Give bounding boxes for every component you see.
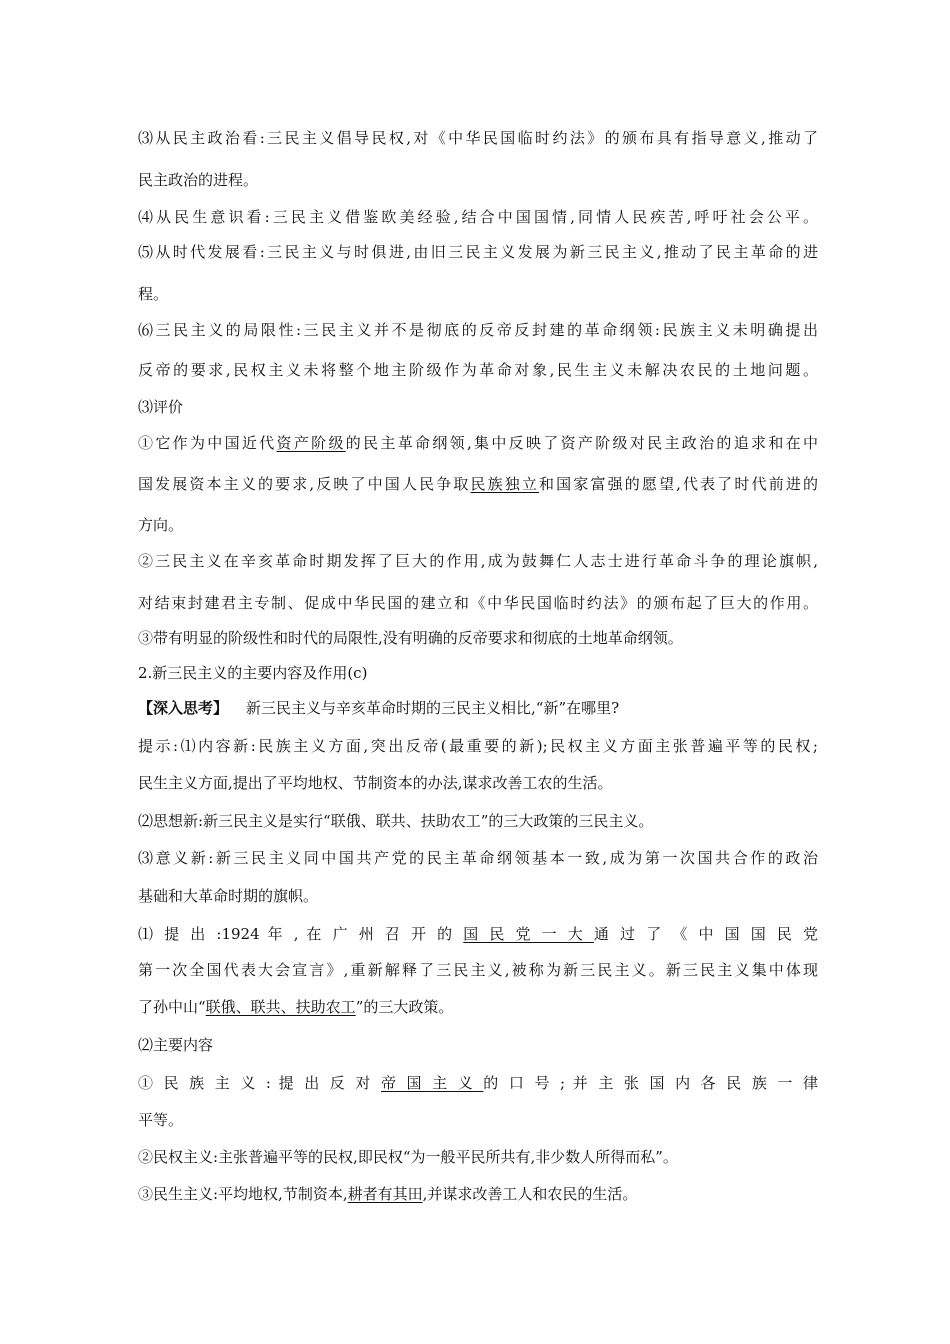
- underlined-term: 耕者有其田: [347, 1185, 423, 1203]
- underlined-term: 国 民 党 一 大: [463, 925, 594, 943]
- text-line: 民生主义方面,提出了平均地权、节制资本的办法,谋求改善工农的生活。: [138, 774, 613, 792]
- text-line: ①它作为中国近代资产阶级的民主革命纲领,集中反映了资产阶级对民主政治的追求和在中: [138, 434, 818, 452]
- text-line: ⑶从民主政治看:三民主义倡导民权,对《中华民国临时约法》的颁布具有指导意义,推动了: [138, 129, 818, 147]
- text-line: 反帝的要求,民权主义未将整个地主阶级作为革命对象,民生主义未解决农民的土地问题。: [138, 361, 818, 379]
- text-line: ⑸从时代发展看:三民主义与时俱进,由旧三民主义发展为新三民主义,推动了民主革命的进: [138, 243, 818, 261]
- section-heading: 2.新三民主义的主要内容及作用(c): [138, 664, 368, 682]
- text-line: 民主政治的进程。: [138, 171, 259, 189]
- text-line: 了孙中山“联俄、联共、扶助农工”的三大政策。: [138, 998, 454, 1016]
- underlined-term: 资产阶级: [276, 434, 346, 452]
- section-heading: ⑵主要内容: [138, 1036, 214, 1054]
- underlined-term: 联俄、联共、扶助农工: [205, 998, 356, 1016]
- text-line: 方向。: [138, 516, 184, 534]
- text-line: 对结束封建君主专制、促成中华民国的建立和《中华民国临时约法》的颁布起了巨大的作用。: [138, 594, 818, 612]
- text-line: 提示:⑴内容新:民族主义方面,突出反帝(最重要的新);民权主义方面主张普遍平等的民权;: [138, 737, 818, 755]
- text-line: ②民权主义:主张普遍平等的民权,即民权“为一般平民所共有,非少数人所得而私”。: [138, 1148, 678, 1166]
- text-line: ③民生主义:平均地权,节制资本,耕者有其田,并谋求改善工人和农民的生活。: [138, 1185, 638, 1203]
- text-line: ⑶意义新:新三民主义同中国共产党的民主革命纲领基本一致,成为第一次国共合作的政治: [138, 849, 818, 867]
- text-line: ③带有明显的阶级性和时代的局限性,没有明确的反帝要求和彻底的土地革命纲领。: [138, 629, 683, 647]
- text-line: ②三民主义在辛亥革命时期发挥了巨大的作用,成为鼓舞仁人志士进行革命斗争的理论旗帜,: [138, 552, 818, 570]
- section-heading: ⑶评价: [138, 398, 184, 416]
- text-line: 基础和大革命时期的旗帜。: [138, 887, 319, 905]
- text-line: ⑴ 提 出 :1924 年 , 在 广 州 召 开 的 国 民 党 一 大 通 过 了 《 中 国 国 民 党: [138, 925, 818, 943]
- underlined-term: 帝 国 主 义: [380, 1074, 484, 1092]
- text-line: ⑵思想新:新三民主义是实行“联俄、联共、扶助农工”的三大政策的三民主义。: [138, 812, 654, 830]
- text-line: 第一次全国代表大会宣言》,重新解释了三民主义,被称为新三民主义。新三民主义集中体现: [138, 961, 818, 979]
- text-line: ① 民 族 主 义 : 提 出 反 对 帝 国 主 义 的 口 号 ; 并 主 张 国 内 各 民 族 一 律: [138, 1074, 818, 1092]
- text-line: 【深入思考】 新三民主义与辛亥革命时期的三民主义相比,“新”在哪里?: [138, 699, 620, 717]
- think-deeper-label: 【深入思考】: [138, 699, 229, 717]
- text-line: 程。: [138, 285, 169, 303]
- text-line: ⑷从民生意识看:三民主义借鉴欧美经验,结合中国国情,同情人民疾苦,呼吁社会公平。: [138, 208, 818, 226]
- text-line: 国发展资本主义的要求,反映了中国人民争取民族独立和国家富强的愿望,代表了时代前进的: [138, 475, 818, 493]
- text-line: 平等。: [138, 1111, 184, 1129]
- underlined-term: 民族独立: [470, 475, 540, 493]
- text-line: ⑹三民主义的局限性:三民主义并不是彻底的反帝反封建的革命纲领:民族主义未明确提出: [138, 321, 818, 339]
